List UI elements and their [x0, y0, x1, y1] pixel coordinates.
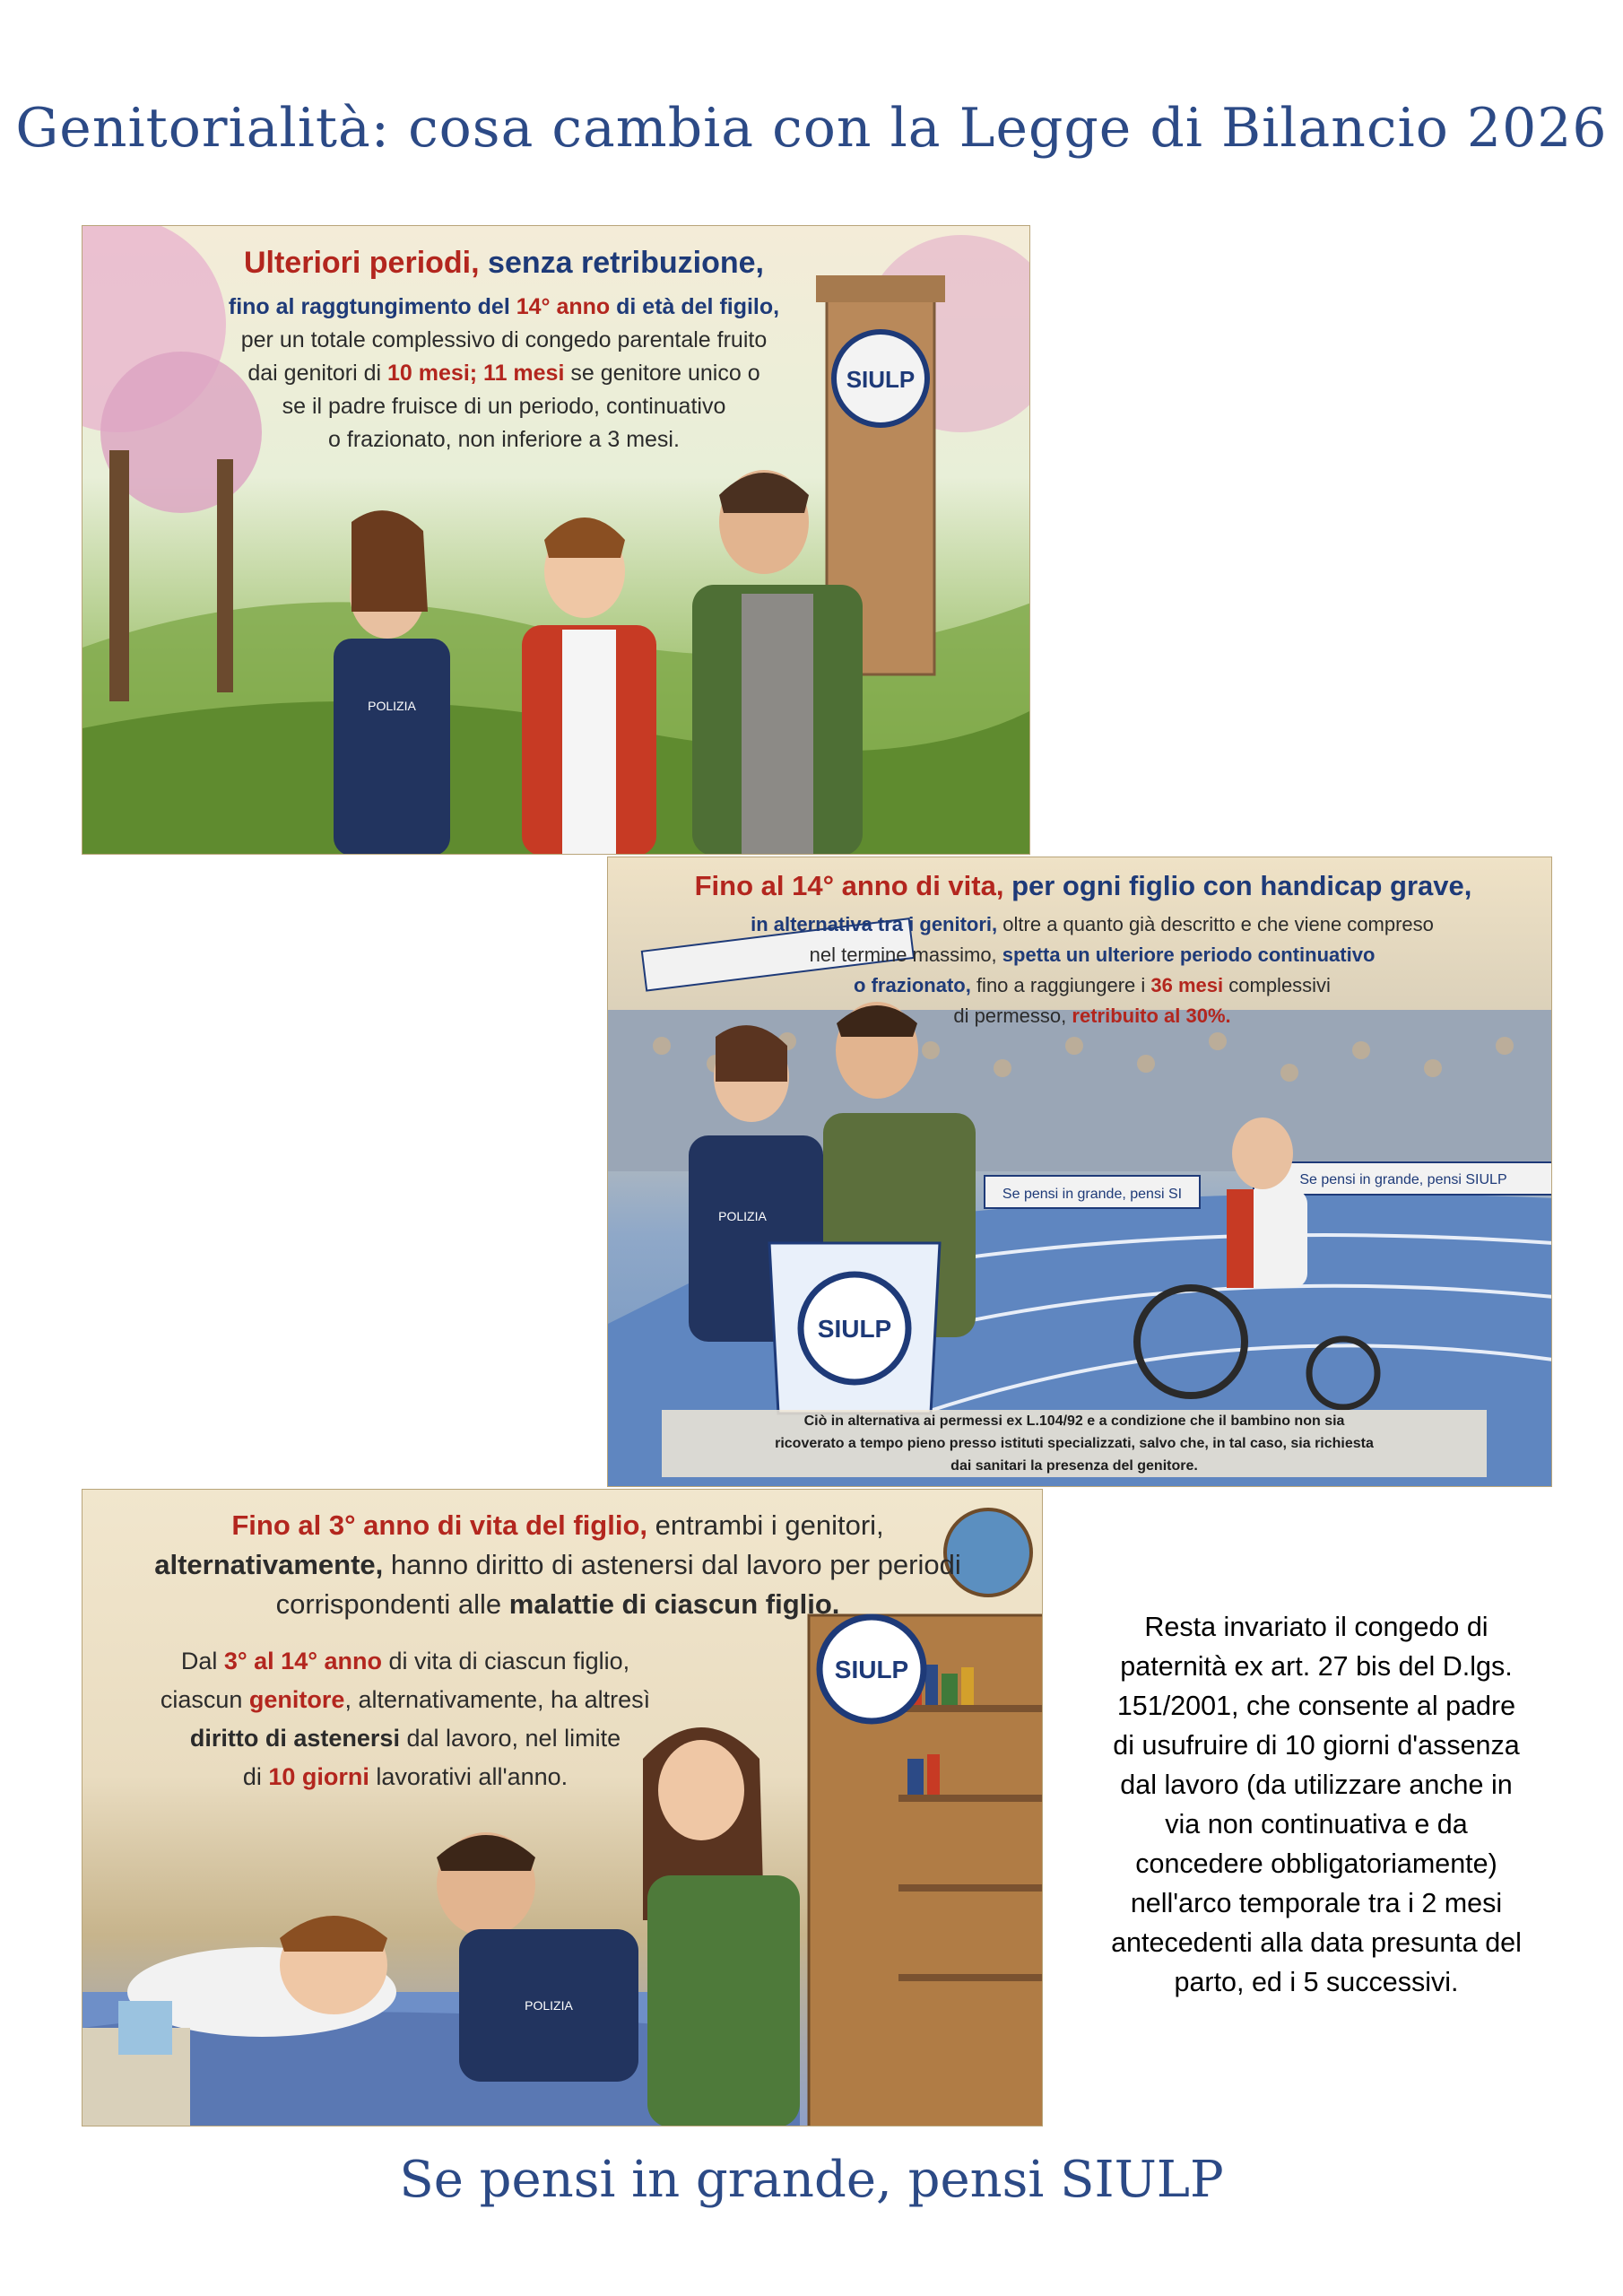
- note-line: 151/2001, che consente al padre: [1116, 1691, 1516, 1721]
- footer-slogan: Se pensi in grande, pensi SIULP: [399, 2151, 1224, 2209]
- polizia-badge: POLIZIA: [718, 1209, 767, 1223]
- illustration-panel-illness-leave: [82, 1489, 1043, 2126]
- banner-text-cut: Se pensi in grande, pensi SI: [1002, 1187, 1183, 1202]
- polizia-badge: POLIZIA: [368, 699, 416, 713]
- banner-text: Se pensi in grande, pensi SIULP: [1299, 1172, 1507, 1187]
- panel3-body: Dal 3° al 14° anno di vita di ciascun figlio, ciascun genitore, alternativamente, ha altresì diritto di astenersi dal lavoro, nel limite di 10 giorni lavorativi all'anno.: [160, 1648, 651, 1790]
- note-line: concedere obbligatoriamente): [1135, 1848, 1497, 1879]
- siulp-logo: SIULP: [834, 1656, 909, 1683]
- note-line: dal lavoro (da utilizzare anche in: [1120, 1770, 1513, 1800]
- illustration-panel-handicap-leave: [607, 857, 1552, 1487]
- panel2-body: in alternativa tra i genitori, oltre a quanto già descritto e che viene compreso nel termine massimo, spetta un ulteriore periodo continuativo o frazionato, fino a raggiungere i 36 mesi complessivi di permesso, retribuito al 30%.: [751, 913, 1434, 1027]
- note-line: nell'arco temporale tra i 2 mesi: [1130, 1888, 1503, 1918]
- panel3-heading: Fino al 3° anno di vita del figlio, entrambi i genitori, alternativamente, hanno diritto di astenersi dal lavoro per periodi corrispondenti alle malattie di ciascun figlio.: [154, 1509, 961, 1620]
- note-line: antecedenti alla data presunta del: [1111, 1927, 1522, 1958]
- panel2-footnote: Ciò in alternativa ai permessi ex L.104/92 e a condizione che il bambino non sia ricoverato a tempo pieno presso istituti specializzati, salvo che, in tal caso, sia richiesta dai sanitari la presenza del genitore.: [662, 1410, 1487, 1477]
- siulp-logo: SIULP: [817, 1315, 892, 1343]
- note-line: via non continuativa e da: [1165, 1809, 1468, 1839]
- illustration-panel-parental-leave: [82, 225, 1030, 855]
- page-title: Genitorialità: cosa cambia con la Legge di Bilancio 2026: [15, 97, 1608, 160]
- polizia-badge: POLIZIA: [525, 1998, 573, 2013]
- note-line: Resta invariato il congedo di: [1144, 1612, 1488, 1642]
- note-line: di usufruire di 10 giorni d'assenza: [1113, 1730, 1520, 1761]
- siulp-logo: SIULP: [846, 366, 916, 393]
- panel1-body: fino al raggtungimento del 14° anno di età del figilo, per un totale complessivo di congedo parentale fruito dai genitori di 10 mesi; 11 mesi se genitore unico o se il padre fruisce di un periodo, continuativo o frazionato, non inferiore a 3 mesi.: [228, 294, 780, 452]
- note-line: paternità ex art. 27 bis del D.lgs.: [1120, 1651, 1513, 1682]
- panel2-heading: Fino al 14° anno di vita, per ogni figlio con handicap grave,: [694, 870, 1472, 901]
- note-line: parto, ed i 5 successivi.: [1174, 1967, 1459, 1997]
- paternity-leave-note: [1065, 1607, 1567, 2002]
- panel1-heading: Ulteriori periodi, senza retribuzione,: [243, 246, 764, 280]
